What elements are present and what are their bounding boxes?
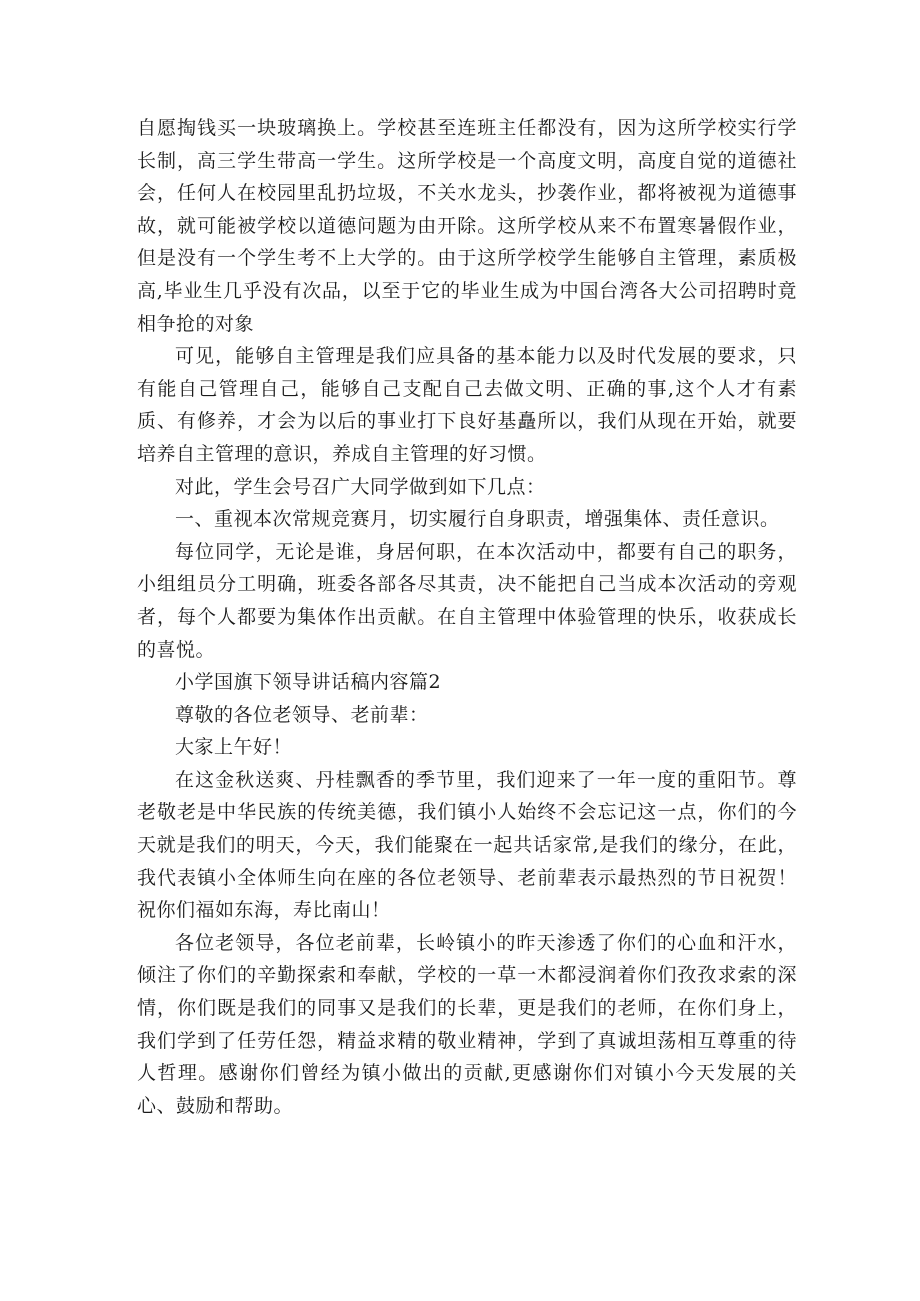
paragraph-2: 可见，能够自主管理是我们应具备的基本能力以及时代发展的要求，只有能自己管理自己，能够自己支配自己去做文明、正确的事,这个人才有素质、有修养，才会为以后的事业打下良好基矗所以，我们从现在开始，就要培养自主管理的意识，养成自主管理的好习惯。	[137, 345, 797, 465]
paragraph-3: 对此，学生会号召广大同学做到如下几点：	[175, 475, 546, 498]
paragraph-9: 在这金秋送爽、丹桂飘香的季节里，我们迎来了一年一度的重阳节。尊老敬老是中华民族的传统美德，我们镇小人始终不会忘记这一点，你们的今天就是我们的明天，今天，我们能聚在一起共话家常,是我们的缘分，在此，我代表镇小全体师生向在座的各位老领导、老前辈表示最热烈的节日祝贺！祝你们福如东海，寿比南山！	[137, 768, 797, 922]
greeting: 大家上午好！	[175, 736, 293, 759]
section-heading: 小学国旗下领导讲话稿内容篇2	[175, 671, 442, 694]
document-body	[137, 112, 797, 1122]
paragraph-10: 各位老领导，各位老前辈，长岭镇小的昨天渗透了你们的心血和汗水，倾注了你们的辛勤探索和奉献，学校的一草一木都浸润着你们孜孜求索的深情，你们既是我们的同事又是我们的长辈，更是我们的老师，在你们身上，我们学到了任劳任怨，精益求精的敬业精神，学到了真诚坦荡相互尊重的待人哲理。感谢你们曾经为镇小做出的贡献,更感谢你们对镇小今天发展的关心、鼓励和帮助。	[137, 931, 797, 1117]
paragraph-5: 每位同学，无论是谁，身居何职，在本次活动中，都要有自己的职务，小组组员分工明确，班委各部各尽其责，决不能把自己当成本次活动的旁观者，每个人都要为集体作出贡献。在自主管理中体验管理的快乐，收获成长的喜悦。	[137, 540, 797, 661]
paragraph-4: 一、重视本次常规竞赛月，切实履行自身职责，增强集体、责任意识。	[175, 508, 780, 531]
salutation: 尊敬的各位老领导、老前辈：	[175, 703, 429, 726]
paragraph-1: 自愿掏钱买一块玻璃换上。学校甚至连班主任都没有，因为这所学校实行学长制，高三学生带高一学生。这所学校是一个高度文明，高度自觉的道德社会，任何人在校园里乱扔垃圾，不关水龙头，抄袭作业，都将被视为道德事故，就可能被学校以道德问题为由开除。这所学校从来不布置寒暑假作业，但是没有一个学生考不上大学的。由于这所学校学生能够自主管理，素质极高,毕业生几乎没有次品，以至于它的毕业生成为中国台湾各大公司招聘时竟相争抢的对象	[137, 117, 797, 335]
